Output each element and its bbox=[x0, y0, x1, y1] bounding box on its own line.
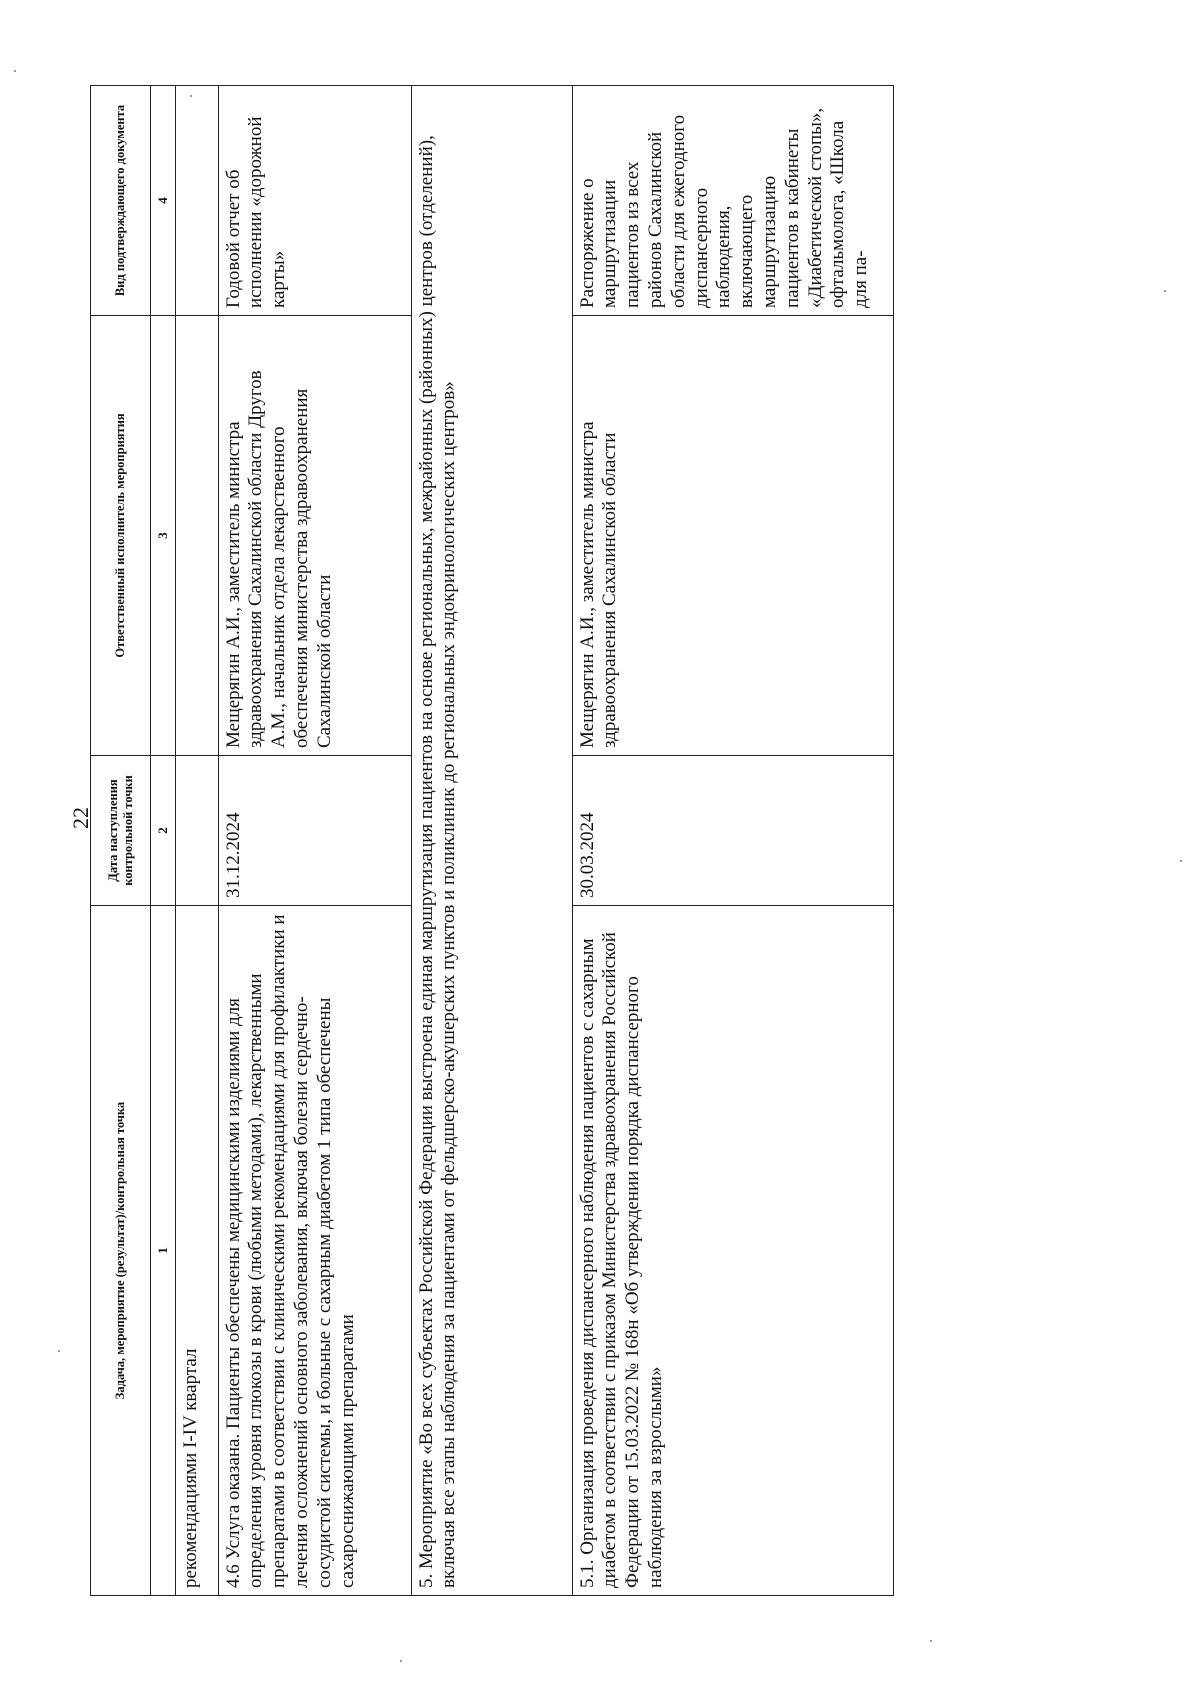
scan-speck bbox=[1164, 290, 1166, 292]
executor-cell: Мещерягин А.И., заместитель министра здравоохранения Сахалинской области bbox=[572, 316, 893, 756]
column-number-row bbox=[151, 86, 176, 1596]
roadmap-table bbox=[90, 85, 894, 1596]
table-row bbox=[175, 86, 218, 1596]
header-task: Задача, мероприятие (результат)/контрольная точка bbox=[91, 906, 151, 1596]
document-cell: Распоряжение о маршрутизации пациентов из всех районов Сахалинской области для ежегодного диспансерного наблюдения, включающего маршрутизацию пациентов в кабинеты «Диабетической стопы», офтальмолога, «Школа для па- bbox=[572, 86, 893, 316]
scan-speck bbox=[930, 1640, 932, 1642]
table-header-row bbox=[91, 86, 151, 1596]
col-number-4: 4 bbox=[151, 86, 176, 316]
document-cell: Годовой отчет об исполнении «дорожной карты» bbox=[218, 86, 411, 316]
table-row bbox=[218, 86, 411, 1596]
scan-speck bbox=[58, 1350, 60, 1352]
executor-cell bbox=[175, 316, 218, 756]
scan-speck bbox=[1180, 860, 1182, 862]
date-cell: 31.12.2024 bbox=[218, 756, 411, 906]
table-row bbox=[411, 86, 572, 1596]
date-cell: 30.03.2024 bbox=[572, 756, 893, 906]
task-cell: рекомендациями I-IV квартал bbox=[175, 906, 218, 1596]
scan-speck bbox=[400, 1660, 402, 1662]
task-cell: 5. Мероприятие «Во всех субъектах Российской Федерации выстроена единая маршрутизация пациентов на основе региональных, межрайонных (районных) центров (отделений), включая все этапы наблюдения за пациентами от фельдшерско-акушерских пунктов и поликлиник до региональных эндокринологических центров» bbox=[411, 86, 572, 1596]
scan-speck bbox=[190, 95, 192, 97]
task-cell: 5.1. Организация проведения диспансерного наблюдения пациентов с сахарным диабетом в соответствии с приказом Министерства здравоохранения Российской Федерации от 15.03.2022 № 168н «Об утверждении порядка диспансерного наблюдения за взрослыми» bbox=[572, 906, 893, 1596]
rotated-page-content bbox=[90, 86, 1170, 1596]
executor-cell: Мещерягин А.И., заместитель министра здравоохранения Сахалинской области Другов А.М., начальник отдела лекарственного обеспечения министерства здравоохранения Сахалинской области bbox=[218, 316, 411, 756]
col-number-1: 1 bbox=[151, 906, 176, 1596]
col-number-3: 3 bbox=[151, 316, 176, 756]
page-number: 22 bbox=[68, 807, 93, 829]
col-number-2: 2 bbox=[151, 756, 176, 906]
header-date: Дата наступления контрольной точки bbox=[91, 756, 151, 906]
header-executor: Ответственный исполнитель мероприятия bbox=[91, 316, 151, 756]
task-cell: 4.6 Услуга оказана. Пациенты обеспечены медицинскими изделиями для определения уровня глюкозы в крови (любыми методами), лекарственными препаратами в соответствии с клиническими рекомендациями для профилактики и лечения осложнений основного заболевания, включая болезни сердечно-сосудистой системы, и больные с сахарным диабетом 1 типа обеспечены сахароснижающими препаратами bbox=[218, 906, 411, 1596]
document-cell bbox=[175, 86, 218, 316]
scan-speck bbox=[14, 70, 16, 72]
table-row bbox=[572, 86, 893, 1596]
header-document: Вид подтверждающего документа bbox=[91, 86, 151, 316]
date-cell bbox=[175, 756, 218, 906]
